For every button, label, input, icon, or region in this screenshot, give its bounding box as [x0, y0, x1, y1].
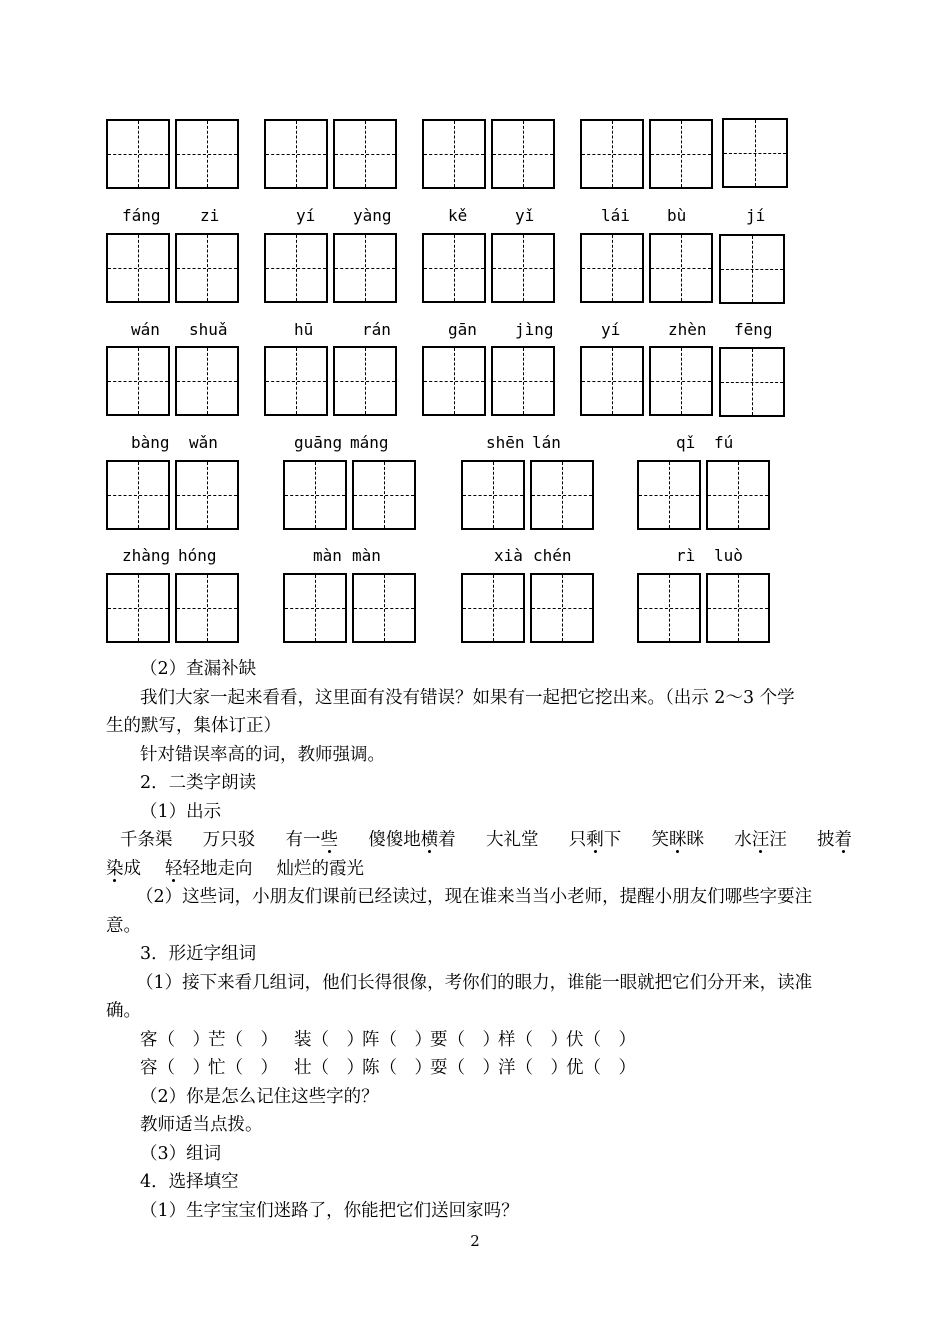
- vocab-word: 大礼堂: [486, 830, 539, 850]
- paragraph-line: 针对错误率高的词，教师强调。: [140, 744, 385, 765]
- pinyin-label: yǐ: [515, 206, 535, 225]
- tianzige-box[interactable]: [637, 573, 701, 643]
- char-fill-blank[interactable]: 壮（ ）: [294, 1058, 364, 1078]
- paragraph-line: 教师适当点拨。: [140, 1115, 263, 1135]
- section-subtitle: （1）出示: [140, 801, 222, 822]
- pinyin-label: zhàng: [122, 546, 171, 565]
- tianzige-box[interactable]: [649, 346, 713, 416]
- tianzige-box[interactable]: [106, 119, 170, 189]
- tianzige-box[interactable]: [264, 346, 328, 416]
- tianzige-box[interactable]: [264, 119, 328, 189]
- tianzige-box[interactable]: [175, 233, 239, 303]
- vocab-word: 傻傻地横着: [368, 830, 456, 850]
- char-fill-blank[interactable]: 忙（ ）: [208, 1058, 278, 1078]
- vocab-word: 笑眯眯: [651, 830, 704, 850]
- pinyin-label: yàng: [353, 206, 392, 225]
- char-fill-blank[interactable]: 伏（ ）: [566, 1029, 636, 1050]
- vocab-word: 轻轻地走向: [165, 858, 253, 879]
- pinyin-label: wǎn: [189, 433, 218, 452]
- tianzige-box[interactable]: [175, 119, 239, 189]
- question-line: （1）生字宝宝们迷路了，你能把它们送回家吗？: [140, 1200, 519, 1221]
- tianzige-box[interactable]: [461, 460, 525, 530]
- paragraph-line: 意。: [106, 915, 141, 936]
- pinyin-label: luò: [714, 546, 743, 565]
- pinyin-label: bàng: [131, 433, 170, 452]
- tianzige-box[interactable]: [722, 118, 788, 188]
- pinyin-label: bù: [667, 206, 687, 225]
- pinyin-label: fú: [714, 433, 734, 452]
- char-fill-blank[interactable]: 要（ ）: [430, 1029, 500, 1050]
- vocab-word: 染成: [106, 858, 141, 879]
- pinyin-label: lán: [532, 433, 561, 452]
- pinyin-label: rán: [362, 320, 391, 339]
- word-list-line: [106, 855, 852, 884]
- pinyin-label: màn: [352, 546, 381, 565]
- pinyin-label: qǐ: [676, 433, 696, 452]
- vocab-word: 灿烂的霞光: [276, 858, 364, 879]
- tianzige-box[interactable]: [106, 573, 170, 643]
- vocab-word: 万只驳: [202, 830, 256, 850]
- tianzige-box[interactable]: [352, 460, 416, 530]
- tianzige-box[interactable]: [422, 119, 486, 189]
- similar-char-row: [106, 1026, 852, 1055]
- tianzige-box[interactable]: [706, 460, 770, 530]
- pinyin-label: zi: [200, 206, 220, 225]
- vocab-word: 水汪汪: [734, 830, 787, 850]
- section-subtitle: （2）查漏补缺: [140, 659, 257, 679]
- pinyin-label: guāng: [294, 433, 343, 452]
- pinyin-label: zhèn: [668, 320, 707, 339]
- char-fill-blank[interactable]: 装（ ）: [294, 1029, 364, 1050]
- paragraph-line: 我们大家一起来看看，这里面有没有错误？如果有一起把它挖出来。（出示 2～3 个学: [140, 687, 795, 708]
- question-line: （2）你是怎么记住这些字的？: [140, 1086, 379, 1107]
- tianzige-box[interactable]: [283, 573, 347, 643]
- pinyin-label: kě: [448, 206, 468, 225]
- char-fill-blank[interactable]: 容（ ）: [140, 1058, 210, 1078]
- tianzige-box[interactable]: [491, 346, 555, 416]
- paragraph-line: （2）这些词，小朋友们课前已经读过，现在谁来当当小老师，提醒小朋友们哪些字要注: [136, 887, 813, 907]
- vocab-word: 只剩下: [568, 830, 622, 850]
- pinyin-label: hóng: [178, 546, 217, 565]
- tianzige-box[interactable]: [637, 460, 701, 530]
- tianzige-box[interactable]: [333, 233, 397, 303]
- tianzige-box[interactable]: [175, 460, 239, 530]
- char-fill-blank[interactable]: 阵（ ）: [362, 1029, 432, 1050]
- char-fill-blank[interactable]: 芒（ ）: [208, 1029, 278, 1050]
- paragraph-line: 生的默写，集体订正）: [106, 716, 281, 736]
- tianzige-box[interactable]: [333, 119, 397, 189]
- tianzige-box[interactable]: [580, 119, 644, 189]
- pinyin-label: chén: [533, 546, 572, 565]
- pinyin-label: gān: [448, 320, 477, 339]
- pinyin-label: xià: [494, 546, 523, 565]
- pinyin-label: yí: [601, 320, 621, 339]
- tianzige-box[interactable]: [106, 233, 170, 303]
- paragraph-line: 确。: [106, 1001, 141, 1021]
- tianzige-box[interactable]: [580, 233, 644, 303]
- tianzige-box[interactable]: [106, 460, 170, 530]
- tianzige-box[interactable]: [283, 460, 347, 530]
- question-line: （3）组词: [140, 1143, 222, 1164]
- tianzige-box[interactable]: [175, 573, 239, 643]
- similar-char-row: [106, 1054, 852, 1083]
- tianzige-box[interactable]: [719, 347, 785, 417]
- tianzige-box[interactable]: [706, 573, 770, 643]
- tianzige-practice-grid: [0, 0, 950, 650]
- tianzige-box[interactable]: [422, 346, 486, 416]
- tianzige-box[interactable]: [491, 119, 555, 189]
- pinyin-label: máng: [350, 433, 389, 452]
- tianzige-box[interactable]: [719, 234, 785, 304]
- pinyin-label: fēng: [734, 320, 773, 339]
- char-fill-blank[interactable]: 耍（ ）: [430, 1058, 500, 1078]
- pinyin-label: fáng: [122, 206, 161, 225]
- section-heading: 3．形近字组词: [140, 944, 257, 964]
- tianzige-box[interactable]: [461, 573, 525, 643]
- tianzige-box[interactable]: [333, 346, 397, 416]
- pinyin-label: shēn: [486, 433, 525, 452]
- tianzige-box[interactable]: [175, 346, 239, 416]
- paragraph-line: （1）接下来看几组词，他们长得很像，考你们的眼力，谁能一眼就把它们分开来，读准: [136, 972, 813, 993]
- char-fill-blank[interactable]: 客（ ）: [140, 1029, 210, 1050]
- page-number: 2: [470, 1232, 480, 1250]
- section-heading: 2．二类字朗读: [140, 773, 257, 793]
- pinyin-label: shuǎ: [189, 320, 228, 339]
- char-fill-blank[interactable]: 陈（ ）: [362, 1058, 432, 1078]
- pinyin-label: jìng: [515, 320, 554, 339]
- tianzige-box[interactable]: [352, 573, 416, 643]
- pinyin-label: jí: [746, 206, 766, 225]
- tianzige-box[interactable]: [530, 460, 594, 530]
- pinyin-label: lái: [601, 206, 630, 225]
- pinyin-label: rì: [676, 546, 696, 565]
- tianzige-box[interactable]: [530, 573, 594, 643]
- pinyin-label: yí: [296, 206, 316, 225]
- lesson-body: [106, 655, 852, 1225]
- char-fill-blank[interactable]: 洋（ ）: [498, 1058, 568, 1078]
- char-fill-blank[interactable]: 优（ ）: [566, 1058, 636, 1078]
- tianzige-box[interactable]: [580, 346, 644, 416]
- tianzige-box[interactable]: [106, 346, 170, 416]
- vocab-word: 有一些: [285, 830, 338, 850]
- pinyin-label: hū: [294, 320, 314, 339]
- vocab-word: 千条渠: [120, 830, 173, 850]
- vocab-word: 披着: [817, 830, 852, 850]
- section-heading: 4．选择填空: [140, 1172, 239, 1192]
- tianzige-box[interactable]: [649, 233, 713, 303]
- tianzige-box[interactable]: [649, 119, 713, 189]
- pinyin-label: màn: [313, 546, 342, 565]
- pinyin-label: wán: [131, 320, 160, 339]
- tianzige-box[interactable]: [491, 233, 555, 303]
- char-fill-blank[interactable]: 样（ ）: [498, 1029, 568, 1050]
- tianzige-box[interactable]: [422, 233, 486, 303]
- tianzige-box[interactable]: [264, 233, 328, 303]
- word-list-line: [106, 826, 852, 855]
